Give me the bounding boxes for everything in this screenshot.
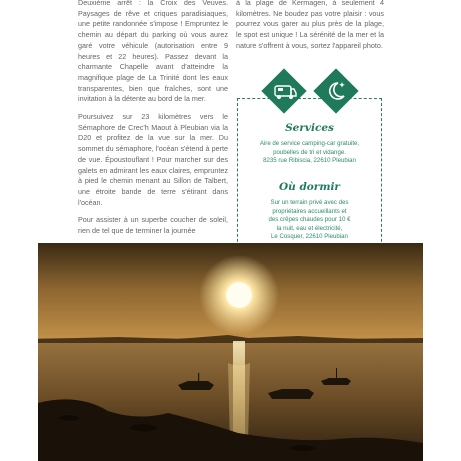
- night-line: propriétaires accueillants et: [272, 207, 347, 215]
- services-address: 8235 rue Ribiscia, 22610 Pleubian: [263, 157, 356, 165]
- right-text-column: [236, 0, 384, 59]
- sunset-photo: [38, 243, 423, 461]
- paragraph-croix-des-veuves: Deuxième arrêt : la Croix des Veuves. Paysages de rêve et criques paradisiaques, une petite randonnée s'impose ! Empruntez le chemin au départ du parking où vous aurez garé votre véhicule (autorisation entre 9 heures et 22 heures). Passez devant la charmante Chapelle avant d'atteindre la magnifique plage de La Trinité dont les eaux transparentes, bien que fraîches, sont une invitation à la détente au bord de la mer.: [78, 0, 228, 104]
- night-line: des crêpes chaudes pour 10 €: [268, 216, 351, 224]
- services-title: Services: [285, 122, 334, 134]
- paragraph-semaphore: Poursuivez sur 23 kilomètres vers le Sémaphore de Crec'h Maout à Pleubian via la D20 et profitez de la vue sur la mer. Du sommet du sémaphore, l'océan s'étend à perte de vue. Époustouflant ! Pour marcher sur des galets en admirant les eaux claires, empruntez à pied le chemin menant au Sillon de Talbert, une étroite bande de terre s'étirant dans l'océan.: [78, 112, 228, 207]
- left-text-column: [78, 0, 228, 244]
- paragraph-kermagen: à la plage de Kermagen, à seulement 4 kilomètres. Ne boudez pas votre plaisir : vous pourrez vous garer au plus près de la plage, le spot est unique ! La sérénité de la mer et la nature s'offrent à vous, sortez l'appareil photo.: [236, 0, 384, 50]
- night-details: [242, 199, 377, 242]
- services-details: [242, 140, 377, 166]
- night-address: Le Cosquer, 22610 Pleubian: [271, 233, 348, 241]
- night-line: la nuit, eau et électricité,: [276, 224, 343, 232]
- camper-van-icon: [270, 77, 298, 105]
- night-title: Où dormir: [279, 181, 340, 193]
- paragraph-coucher-soleil: Pour assister à un superbe coucher de soleil, rien de tel que de terminer la journée: [78, 215, 228, 236]
- moon-star-icon: [322, 77, 350, 105]
- services-line: Aire de service camping-car gratuite,: [259, 140, 360, 147]
- night-line: Sur un terrain privé avec des: [270, 199, 349, 206]
- services-line: poubelles de tri et vidange.: [273, 148, 346, 156]
